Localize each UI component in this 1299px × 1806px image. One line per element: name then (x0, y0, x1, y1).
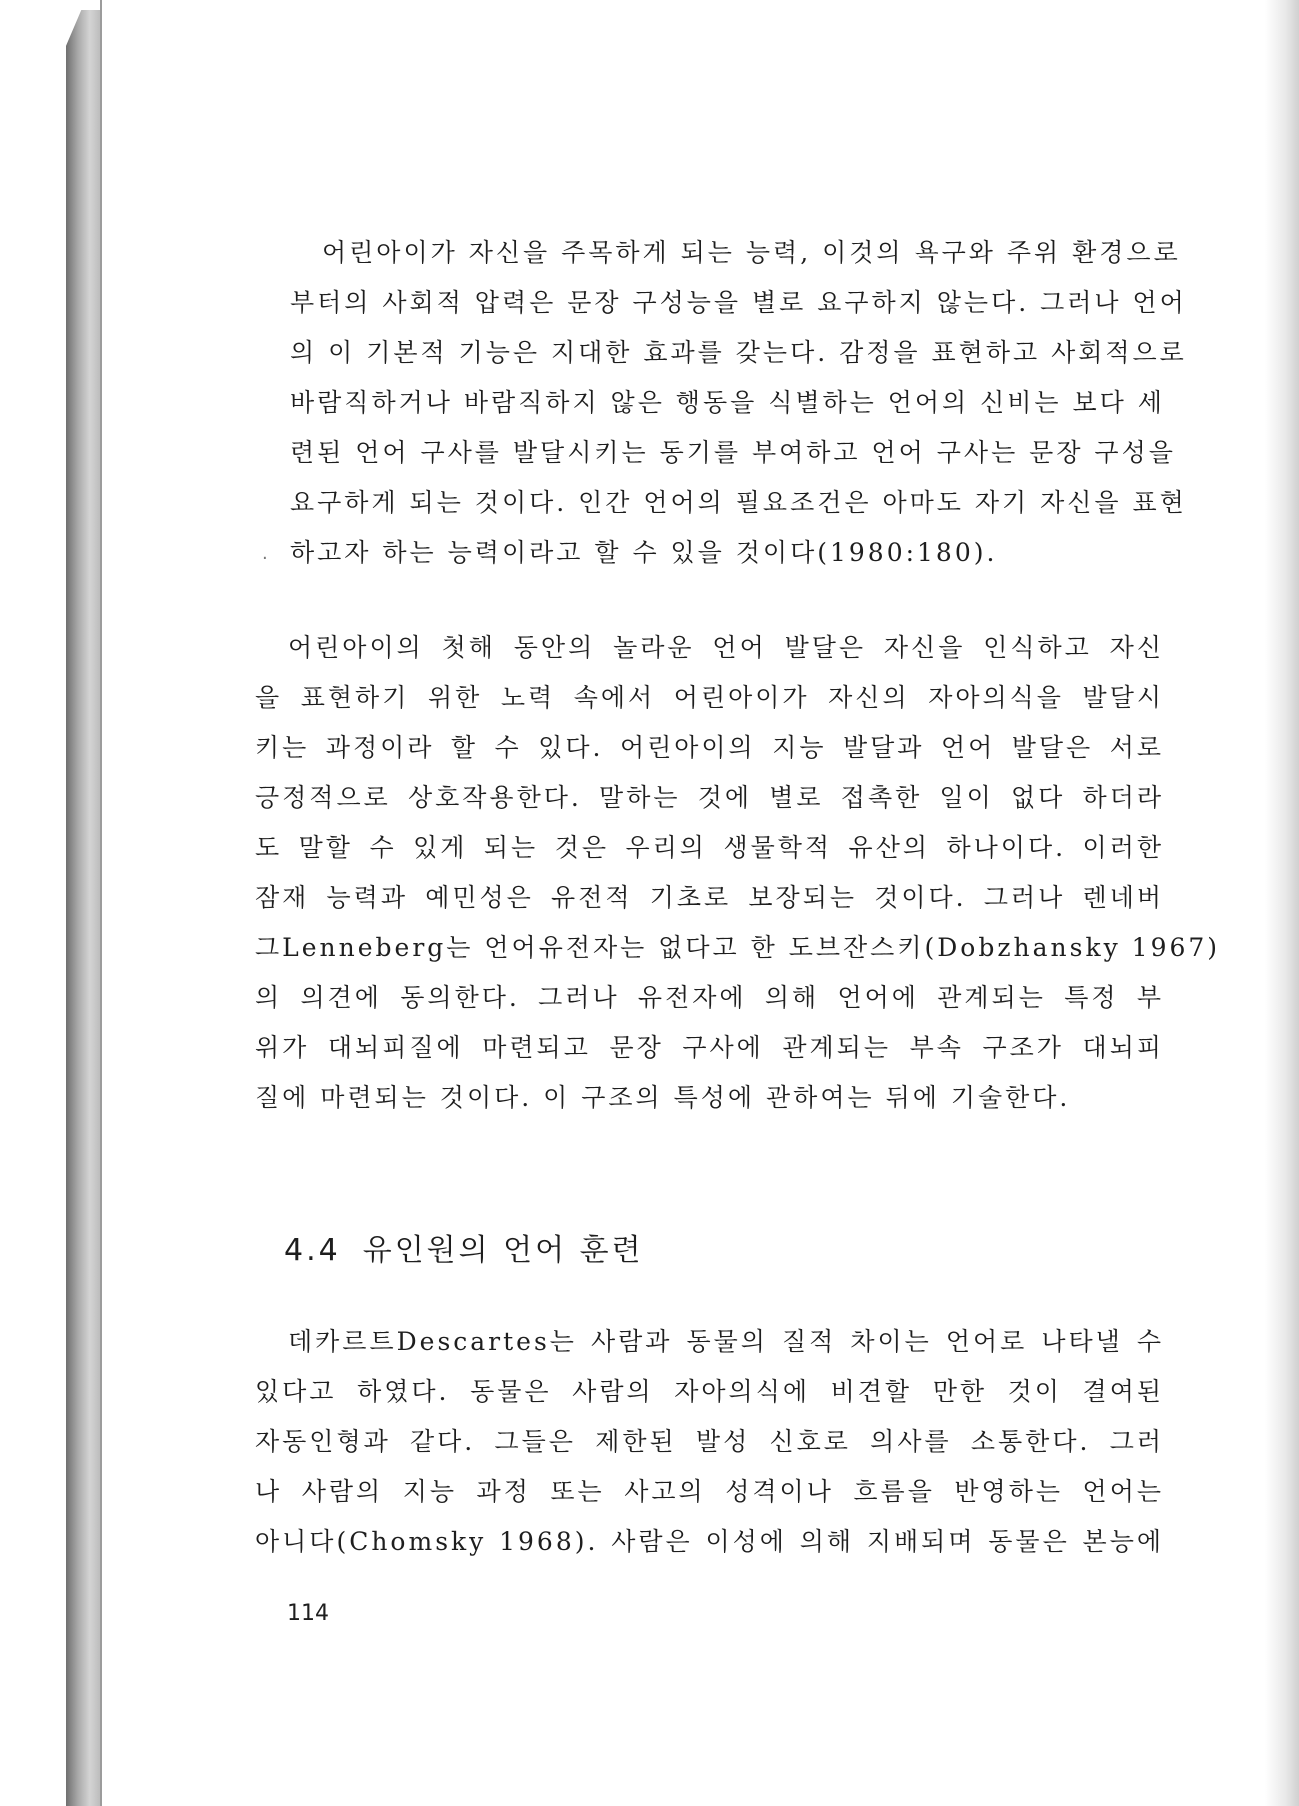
paragraph-line: 키는 과정이라 할 수 있다. 어린아이의 지능 발달과 언어 발달은 서로 (255, 733, 1164, 762)
section-heading (284, 1225, 644, 1269)
margin-dot: · (262, 548, 268, 569)
paragraph-line: 의 의견에 동의한다. 그러나 유전자에 의해 언어에 관계되는 특정 부 (255, 983, 1164, 1012)
paragraph-line: 어린아이의 첫해 동안의 놀라운 언어 발달은 자신을 인식하고 자신 (288, 633, 1164, 662)
quote-line: 바람직하거나 바람직하지 않은 행동을 식별하는 언어의 신비는 보다 세 (290, 388, 1165, 417)
paragraph-line: 도 말할 수 있게 되는 것은 우리의 생물학적 유산의 하나이다. 이러한 (255, 833, 1164, 862)
paragraph-line: 자동인형과 같다. 그들은 제한된 발성 신호로 의사를 소통한다. 그러 (255, 1427, 1164, 1456)
paragraph-line: 잠재 능력과 예민성은 유전적 기초로 보장되는 것이다. 그러나 렌네버 (255, 883, 1164, 912)
paragraph-line: 있다고 하였다. 동물은 사람의 자아의식에 비견할 만한 것이 결여된 (255, 1377, 1164, 1406)
book-spine-edge (66, 10, 100, 1806)
page-right-shadow (1265, 0, 1299, 1806)
paragraph-line: 나 사람의 지능 과정 또는 사고의 성격이나 흐름을 반영하는 언어는 (255, 1477, 1164, 1506)
quote-line: 의 이 기본적 기능은 지대한 효과를 갖는다. 감정을 표현하고 사회적으로 (290, 338, 1187, 367)
paragraph-line: 긍정적으로 상호작용한다. 말하는 것에 별로 접촉한 일이 없다 하더라 (255, 783, 1164, 812)
quote-line: 요구하게 되는 것이다. 인간 언어의 필요조건은 아마도 자기 자신을 표현 (290, 488, 1187, 517)
quote-line: 하고자 하는 능력이라고 할 수 있을 것이다(1980:180). (290, 538, 998, 567)
section-number: 4.4 (284, 1233, 341, 1268)
quote-line: 부터의 사회적 압력은 문장 구성능을 별로 요구하지 않는다. 그러나 언어 (290, 288, 1187, 317)
paragraph-line: 아니다(Chomsky 1968). 사람은 이성에 의해 지배되며 동물은 본능에 (255, 1527, 1164, 1556)
paragraph-line: 그Lenneberg는 언어유전자는 없다고 한 도브잔스키(Dobzhansky 1967) (255, 933, 1221, 962)
paragraph-line: 질에 마련되는 것이다. 이 구조의 특성에 관하여는 뒤에 기술한다. (255, 1083, 1071, 1112)
quote-line: 어린아이가 자신을 주목하게 되는 능력, 이것의 욕구와 주위 환경으로 (322, 238, 1181, 267)
quote-line: 련된 언어 구사를 발달시키는 동기를 부여하고 언어 구사는 문장 구성을 (290, 438, 1176, 467)
paragraph-line: 데카르트Descartes는 사람과 동물의 질적 차이는 언어로 나타낼 수 (288, 1327, 1164, 1356)
page-number: 114 (287, 1601, 329, 1626)
paragraph-line: 을 표현하기 위한 노력 속에서 어린아이가 자신의 자아의식을 발달시 (255, 683, 1164, 712)
paragraph-line: 위가 대뇌피질에 마련되고 문장 구사에 관계되는 부속 구조가 대뇌피 (255, 1033, 1164, 1062)
section-title: 유인원의 언어 훈련 (362, 1233, 644, 1268)
